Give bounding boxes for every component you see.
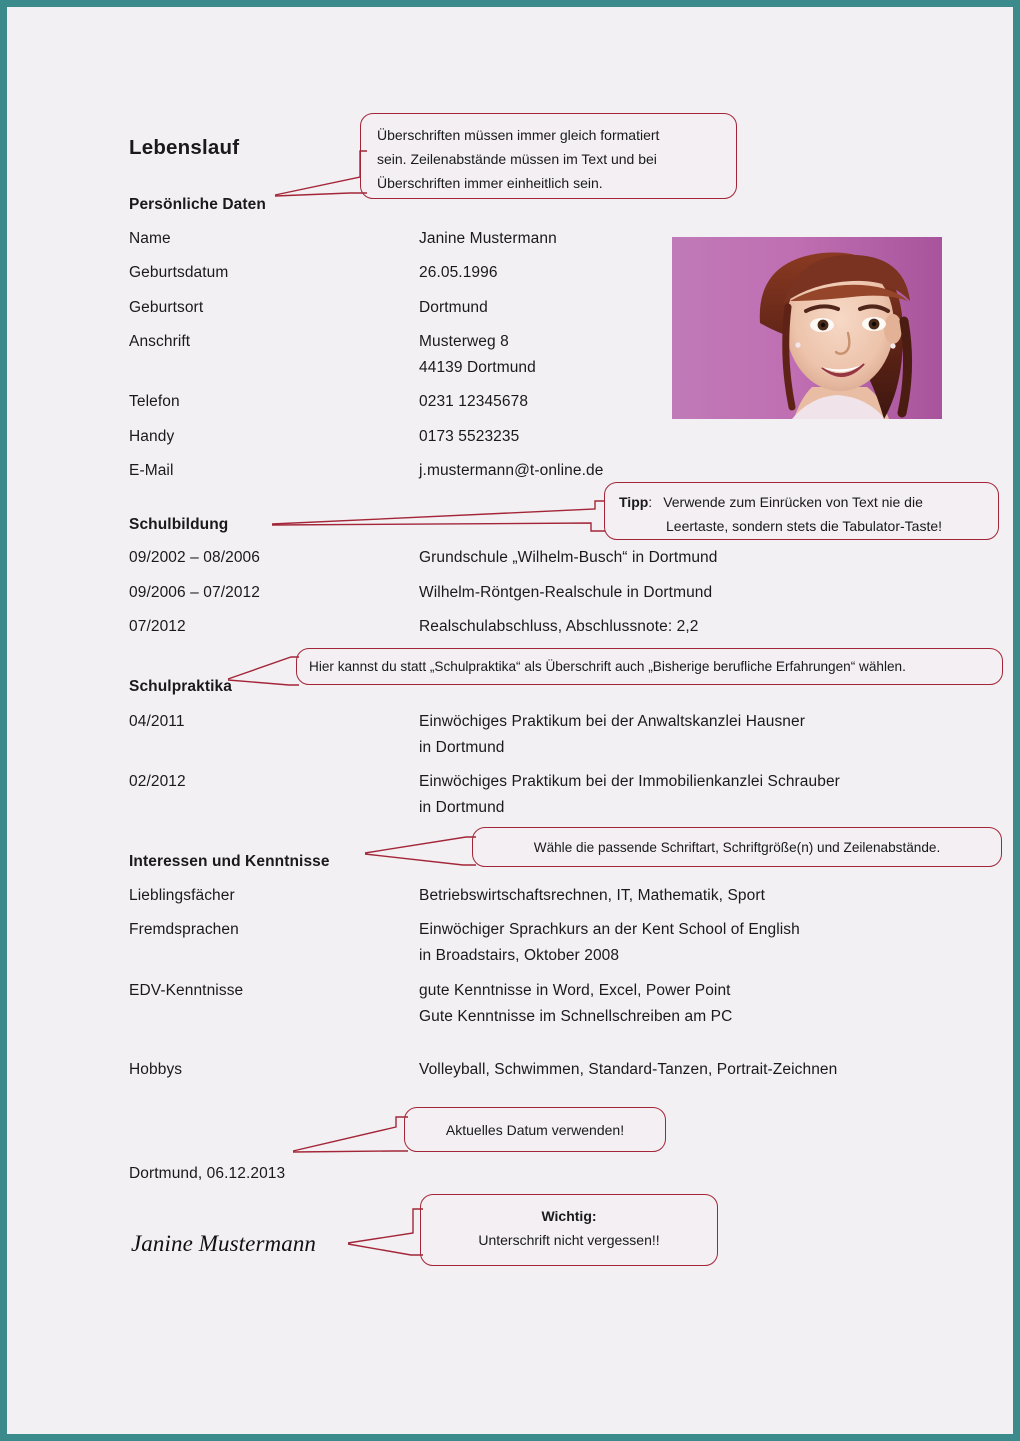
callout-signature-line1: Unterschrift nicht vergessen!! [478, 1232, 660, 1249]
callout-tip-colon: : [648, 494, 653, 510]
callout-signature-tail [345, 1207, 427, 1259]
callout-font-choice-tail [362, 835, 480, 869]
row-label-birthplace: Geburtsort [129, 299, 204, 316]
callout-tip-tail [269, 497, 609, 537]
page-title: Lebenslauf [129, 136, 240, 159]
row-label-school-1: 09/2002 – 08/2006 [129, 549, 260, 566]
row-value-interest-1: Betriebswirtschaftsrechnen, IT, Mathematik, Sport [419, 887, 766, 904]
row-value-interest-3-line2: Gute Kenntnisse im Schnellschreiben am PC [419, 1008, 733, 1025]
row-value-name: Janine Mustermann [419, 230, 557, 247]
callout-font-choice [472, 827, 1002, 867]
section-heading-internships: Schulpraktika [129, 678, 232, 695]
row-label-name: Name [129, 230, 171, 247]
row-label-interest-1: Lieblingsfächer [129, 887, 235, 904]
callout-signature-title: Wichtig: [541, 1208, 597, 1224]
row-label-internship-1: 04/2011 [129, 713, 185, 730]
row-value-address-street: Musterweg 8 [419, 333, 509, 350]
row-value-interest-3: gute Kenntnisse in Word, Excel, Power Point [419, 982, 731, 999]
row-label-school-2: 09/2006 – 07/2012 [129, 584, 260, 601]
portrait-photo [672, 237, 942, 419]
callout-alt-heading [296, 648, 1003, 685]
place-and-date: Dortmund, 06.12.2013 [129, 1165, 286, 1182]
row-value-interest-2-line2: in Broadstairs, Oktober 2008 [419, 947, 620, 964]
callout-current-date-line1: Aktuelles Datum verwenden! [445, 1122, 625, 1138]
callout-headings-line3: Überschriften immer einheitlich sein. [377, 175, 603, 192]
row-value-email: j.mustermann@t-online.de [419, 462, 604, 479]
callout-alt-heading-tail [225, 655, 303, 689]
row-label-birthdate: Geburtsdatum [129, 264, 229, 281]
row-value-address-city: 44139 Dortmund [419, 359, 536, 376]
callout-tip-tab [604, 482, 999, 540]
row-value-phone: 0231 12345678 [419, 393, 529, 410]
row-value-interest-4: Volleyball, Schwimmen, Standard-Tanzen, Portrait-Zeichnen [419, 1061, 838, 1078]
page-sheet [7, 7, 1013, 1434]
row-value-mobile: 0173 5523235 [419, 428, 520, 445]
row-label-school-3: 07/2012 [129, 618, 186, 635]
row-value-school-3: Realschulabschluss, Abschlussnote: 2,2 [419, 618, 699, 635]
callout-headings-format [360, 113, 737, 199]
callout-alt-heading-line1: Hier kannst du statt „Schulpraktika“ als Überschrift auch „Bisherige berufliche Erfahrungen“ wählen. [309, 659, 906, 674]
callout-headings-line1: Überschriften müssen immer gleich formatiert [377, 127, 660, 143]
row-label-interest-3: EDV-Kenntnisse [129, 982, 244, 999]
callout-current-date [404, 1107, 666, 1152]
callout-headings-tail [272, 147, 372, 203]
row-value-internship-2: Einwöchiges Praktikum bei der Immobilienkanzlei Schrauber [419, 773, 840, 790]
row-value-birthdate: 26.05.1996 [419, 264, 498, 281]
signature: Janine Mustermann [131, 1231, 317, 1256]
row-value-internship-1: Einwöchiges Praktikum bei der Anwaltskanzlei Hausner [419, 713, 805, 730]
section-heading-interests: Interessen und Kenntnisse [129, 853, 330, 870]
callout-current-date-tail [290, 1115, 412, 1155]
callout-signature-note [420, 1194, 718, 1266]
row-value-school-2: Wilhelm-Röntgen-Realschule in Dortmund [419, 584, 713, 601]
row-value-birthplace: Dortmund [419, 299, 488, 316]
section-heading-personal: Persönliche Daten [129, 196, 266, 213]
row-label-phone: Telefon [129, 393, 180, 410]
callout-tip-line1: Verwende zum Einrücken von Text nie die [663, 494, 923, 510]
row-label-email: E-Mail [129, 462, 174, 479]
row-label-internship-2: 02/2012 [129, 773, 186, 790]
row-label-interest-2: Fremdsprachen [129, 921, 239, 938]
row-label-address: Anschrift [129, 333, 191, 350]
row-value-internship-2-city: in Dortmund [419, 799, 505, 816]
row-value-interest-2: Einwöchiger Sprachkurs an der Kent School of English [419, 921, 800, 938]
callout-headings-line2: sein. Zeilenabstände müssen im Text und bei [377, 151, 657, 168]
section-heading-school: Schulbildung [129, 516, 229, 533]
row-label-interest-4: Hobbys [129, 1061, 183, 1078]
row-value-school-1: Grundschule „Wilhelm-Busch“ in Dortmund [419, 549, 718, 566]
callout-font-choice-line1: Wähle die passende Schriftart, Schriftgröße(n) und Zeilenabstände. [533, 840, 941, 855]
row-value-internship-1-city: in Dortmund [419, 739, 505, 756]
callout-tip-label: Tipp [619, 494, 649, 510]
row-label-mobile: Handy [129, 428, 175, 445]
callout-tip-line2: Leertaste, sondern stets die Tabulator-Taste! [666, 518, 943, 535]
